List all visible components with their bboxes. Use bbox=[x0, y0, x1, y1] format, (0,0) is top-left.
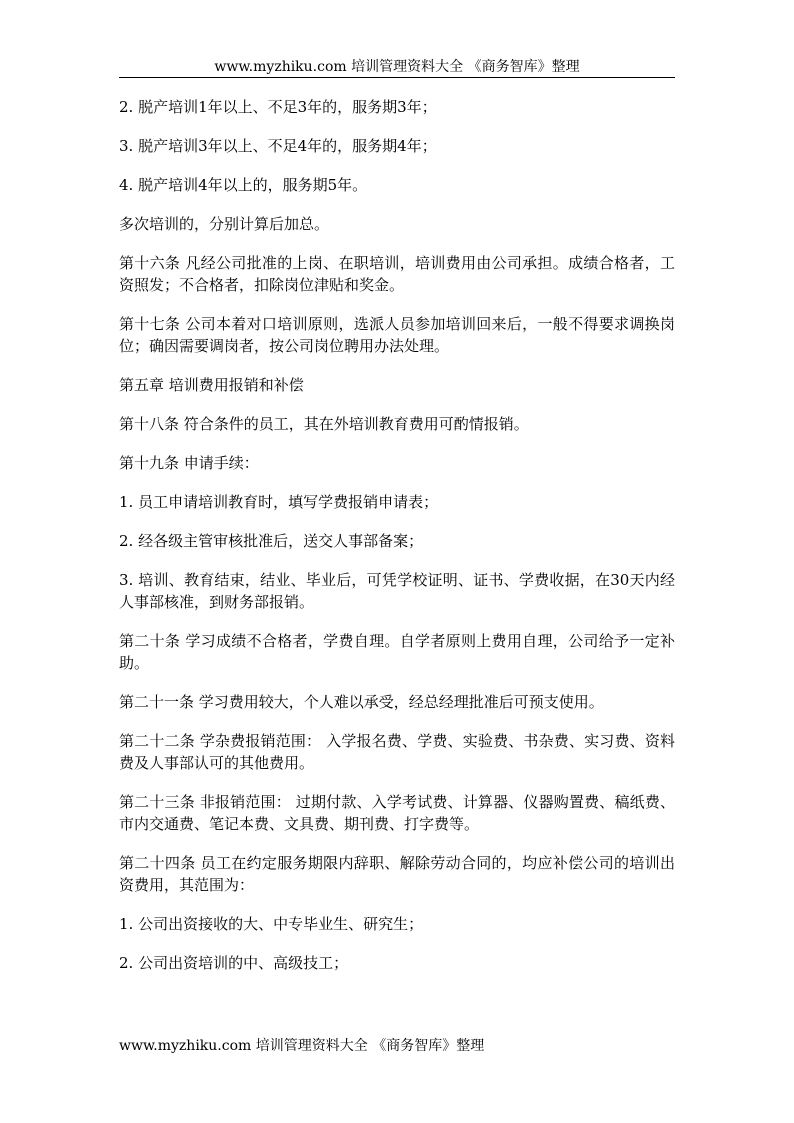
article-18: 第十八条 符合条件的员工，其在外培训教育费用可酌情报销。 bbox=[119, 415, 529, 433]
document-body bbox=[119, 96, 675, 991]
article-22: 第二十二条 学杂费报销范围： 入学报名费、学费、实验费、书杂费、实习费、资料费及人事部认可的其他费用。 bbox=[119, 732, 675, 772]
list-item-1: 1. 员工申请培训教育时，填写学费报销申请表； bbox=[119, 493, 439, 511]
list-item-2: 2. 经各级主管审核批准后，送交人事部备案； bbox=[119, 532, 424, 550]
article-24: 第二十四条 员工在约定服务期限内辞职、解除劳动合同的，均应补偿公司的培训出资费用，其范围为： bbox=[119, 854, 675, 894]
article-21: 第二十一条 学习费用较大，个人难以承受，经总经理批准后可预支使用。 bbox=[119, 693, 604, 711]
list-item-3: 3. 培训、教育结束，结业、毕业后，可凭学校证明、证书、学费收据，在30天内经人事部核准，到财务部报销。 bbox=[119, 571, 675, 611]
page-header: www.myzhiku.com 培训管理资料大全 《商务智库》整理 bbox=[119, 58, 675, 78]
paragraph-2: 3. 脱产培训3年以上、不足4年的，服务期4年； bbox=[119, 137, 437, 155]
page-footer: www.myzhiku.com 培训管理资料大全 《商务智库》整理 bbox=[119, 1038, 485, 1054]
chapter-5-heading: 第五章 培训费用报销和补偿 bbox=[119, 376, 304, 394]
article-17: 第十七条 公司本着对口培训原则，选派人员参加培训回来后，一般不得要求调换岗位；确因需要调岗者，按公司岗位聘用办法处理。 bbox=[119, 315, 675, 355]
scope-item-1: 1. 公司出资接收的大、中专毕业生、研究生； bbox=[119, 915, 424, 933]
scope-item-2: 2. 公司出资培训的中、高级技工； bbox=[119, 954, 349, 972]
paragraph-3: 4. 脱产培训4年以上的，服务期5年。 bbox=[119, 176, 368, 194]
paragraph-4: 多次培训的，分别计算后加总。 bbox=[119, 215, 330, 233]
paragraph-1: 2. 脱产培训1年以上、不足3年的，服务期3年； bbox=[119, 98, 437, 116]
article-19: 第十九条 申请手续： bbox=[119, 454, 259, 472]
article-16: 第十六条 凡经公司批准的上岗、在职培训，培训费用由公司承担。成绩合格者，工资照发；不合格者，扣除岗位津贴和奖金。 bbox=[119, 254, 675, 294]
article-23: 第二十三条 非报销范围： 过期付款、入学考试费、计算器、仪器购置费、稿纸费、市内交通费、笔记本费、文具费、期刊费、打字费等。 bbox=[119, 793, 675, 833]
article-20: 第二十条 学习成绩不合格者，学费自理。自学者原则上费用自理，公司给予一定补助。 bbox=[119, 632, 675, 672]
